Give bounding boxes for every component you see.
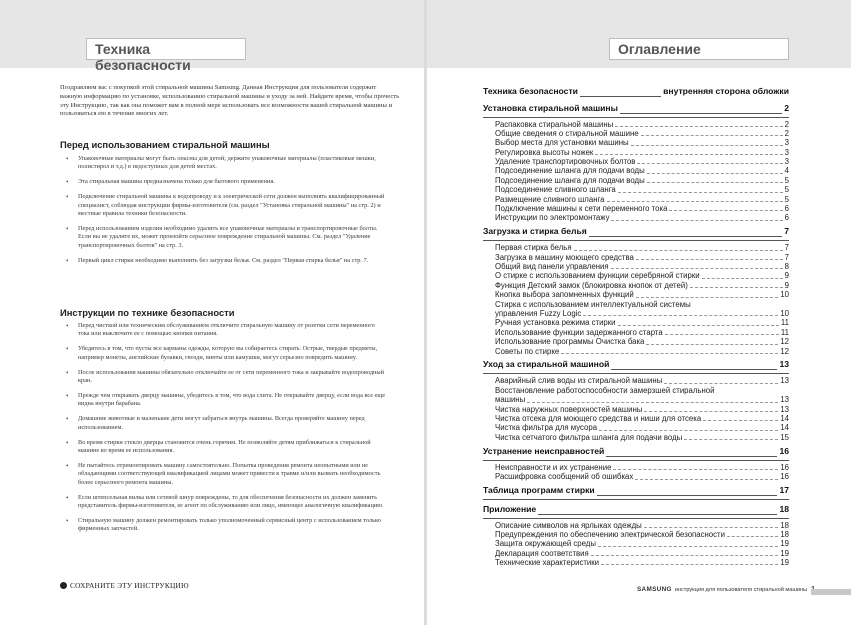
toc-items-troubleshooting [483, 463, 789, 482]
toc-leader [574, 250, 783, 251]
toc-item-title: Чистка фильтра для мусора [495, 423, 598, 433]
toc-page: 2 [784, 102, 789, 113]
toc-item[interactable] [483, 405, 789, 414]
table-of-contents [483, 86, 789, 567]
toc-section-title: Уход за стиральной машиной [483, 359, 610, 370]
toc-item-title: Инструкции по электромонтажу [495, 213, 610, 223]
toc-page: 16 [780, 462, 789, 472]
toc-item[interactable] [483, 376, 789, 385]
toc-items-care-b [483, 405, 789, 443]
list-item: • Прежде чем открывать дверцу машины, убедитесь в том, что вода слита. Не открывайте дверцу, если вода все еще видна внутри барабана. [66, 392, 386, 409]
toc-divider [483, 460, 789, 461]
toc-leader [635, 479, 778, 480]
toc-page: 4 [784, 166, 789, 176]
toc-item[interactable] [483, 204, 789, 213]
footer-text: инструкция для пользователя стиральной машины [674, 587, 808, 593]
toc-item[interactable] [483, 347, 789, 356]
toc-item-title: Загрузка в машину моющего средства [495, 252, 634, 262]
save-instructions-text: СОХРАНИТЕ ЭТУ ИНСТРУКЦИЮ [70, 581, 189, 590]
toc-item[interactable] [483, 290, 789, 299]
toc-item[interactable] [483, 166, 789, 175]
toc-leader [606, 456, 777, 457]
toc-item-title: Использование программы Очистка бака [495, 337, 645, 347]
toc-page: 5 [784, 175, 789, 185]
toc-page: 3 [784, 157, 789, 167]
toc-leader [611, 268, 783, 269]
toc-leader [690, 287, 783, 288]
toc-page: 6 [784, 204, 789, 214]
toc-item[interactable] [483, 463, 789, 472]
toc-page: 3 [784, 147, 789, 157]
toc-item-title: Регулировка высоты ножек [495, 147, 594, 157]
toc-item-title: Размещение сливного шланга [495, 194, 605, 204]
toc-page: 11 [780, 318, 789, 328]
list-item: • После использования машины обязательно отключайте ее от сети переменного тока и закрывайте водопроводный кран. [66, 369, 386, 386]
toc-section[interactable] [483, 485, 789, 498]
toc-item[interactable] [483, 539, 789, 548]
toc-item[interactable] [483, 271, 789, 280]
toc-leader [597, 495, 778, 496]
toc-leader [636, 297, 779, 298]
toc-section[interactable] [483, 103, 789, 116]
toc-item-title: Защита окружающей среды [495, 539, 596, 549]
toc-page: 16 [779, 445, 789, 456]
list-item: • Стиральную машину должен ремонтировать только уполномоченный сервисный центр с использованием только фирменных запчастей. [66, 517, 386, 534]
toc-divider [483, 373, 789, 374]
toc-page: 12 [780, 346, 789, 356]
toc-leader [702, 278, 783, 279]
toc-item-title: Первая стирка белья [495, 243, 572, 253]
toc-item-title: Использование функции задержанного старта [495, 327, 663, 337]
toc-item-title: Подсоединение шланга для подачи воды [495, 175, 645, 185]
toc-leader [618, 325, 779, 326]
toc-section-title: Техника безопасности [483, 86, 578, 96]
toc-section-title: Загрузка и стирка белья [483, 226, 587, 237]
toc-leader [580, 96, 661, 97]
toc-item[interactable] [483, 129, 789, 138]
toc-leader [618, 192, 783, 193]
safety-list [66, 322, 386, 540]
list-item: • Домашние животные и маленькие дети могут забраться внутрь машины. Всегда проверяйте машину перед использованием. [66, 415, 386, 432]
toc-item-title: Советы по стирке [495, 346, 560, 356]
toc-item-title: Удаление транспортировочных болтов [495, 157, 636, 167]
toc-item-title: Чистка сетчатого фильтра шланга для подачи воды [495, 432, 683, 442]
toc-page: 13 [779, 359, 789, 370]
toc-items-care [483, 376, 789, 385]
list-item: • Не пытайтесь отремонтировать машину самостоятельно. Попытка проведения ремонта неопытными или не обладающими соответствующей квалификацией лицами может привести к травме и/или вызвать необходимость более серьезного ремонта машины. [66, 462, 386, 487]
toc-page: 13 [780, 395, 789, 405]
section-title-before-use: Перед использованием стиральной машины [60, 139, 270, 150]
intro-paragraph: Поздравляем вас с покупкой этой стиральной машины Samsung. Данная Инструкция для пользователя содержит важную информацию по установке, использованию стиральной машины и уходу за ней. Найдите время, чтобы прочесть эту Инструкцию, так как она поможет вам в полной мере использовать все возможности вашей стиральной машины и пользоваться ею в течение многих лет. [60, 84, 400, 118]
list-item: • Подключение стиральной машины к водопроводу и к электрической сети должен выполнять квалифицированный специалист, соблюдая инструкции фирмы-изготовителя (см. раздел "Установка стиральной машины" на стр. 2) и местные правила техники безопасности. [66, 193, 386, 218]
toc-item-title: Неисправности и их устранение [495, 462, 612, 472]
toc-item[interactable] [483, 530, 789, 539]
toc-page: 14 [780, 414, 789, 424]
toc-item-title: Функция Детский замок (блокировка кнопок от детей) [495, 280, 688, 290]
toc-leader [598, 546, 778, 547]
toc-page: 7 [784, 243, 789, 253]
toc-leader [703, 420, 778, 421]
right-page-title: Оглавление [609, 38, 789, 60]
toc-leader [561, 353, 778, 354]
toc-item-title: Общие сведения о стиральной машине [495, 128, 639, 138]
toc-leader [589, 236, 782, 237]
toc-leader [631, 145, 783, 146]
toc-item[interactable] [483, 185, 789, 194]
list-item: • Перед использованием изделия необходимо удалить все упаковочные материалы и транспортировочные болты. Если вы не удалите их, может произойти серьезное повреждение стиральной машины. См. раздел "Удаление транспортировочных болтов" на стр. 3. [66, 225, 386, 250]
toc-page: 13 [780, 404, 789, 414]
toc-item[interactable] [483, 176, 789, 185]
toc-item[interactable] [483, 138, 789, 147]
toc-item-title: Распаковка стиральной машины [495, 119, 614, 129]
toc-item-title: управления Fuzzy Logic [495, 309, 582, 319]
toc-section[interactable] [483, 86, 789, 99]
list-item: • Если штепсельная вилка или сетевой шнур повреждены, то для обеспечения безопасности их должен заменить представитель фирмы-изготовителя, ее агент по обслуживанию или лицо, имеющее аналогичную квалификацию. [66, 494, 386, 511]
toc-leader [538, 514, 777, 515]
toc-item-title: Подсоединение сливного шланга [495, 185, 616, 195]
toc-item[interactable] [483, 328, 789, 337]
toc-page: 18 [780, 520, 789, 530]
toc-section[interactable] [483, 504, 789, 517]
toc-page: 5 [784, 194, 789, 204]
toc-page: 8 [784, 262, 789, 272]
list-item: • Убедитесь в том, что пусты все карманы одежды, которую вы собираетесь стирать. Острые, твердые предметы, например монеты, английские булавки, гвозди, винты или камушки, могут серьезно повредить машину. [66, 345, 386, 362]
toc-section[interactable] [483, 359, 789, 372]
toc-leader [601, 564, 778, 565]
list-item: • Упаковочные материалы могут быть опасны для детей; держите упаковочные материалы (пластиковые мешки, полистирол и т.д.) в недоступных для детей местах. [66, 155, 386, 172]
toc-item-title: Аварийный слив воды из стиральной машины [495, 376, 663, 386]
toc-item[interactable] [483, 195, 789, 204]
save-instructions-note [60, 581, 189, 590]
toc-page: 14 [780, 423, 789, 433]
toc-leader [591, 555, 779, 556]
toc-item-title: Выбор места для установки машины [495, 138, 629, 148]
toc-item-title: Декларация соответствия [495, 548, 589, 558]
toc-leader [527, 402, 778, 403]
toc-item[interactable] [483, 521, 789, 530]
toc-item[interactable] [483, 281, 789, 290]
toc-item-wrapped-line: Стирка с использованием интеллектуальной системы [495, 299, 691, 309]
page-footer [637, 586, 815, 593]
toc-leader [595, 154, 782, 155]
toc-item[interactable] [483, 423, 789, 432]
toc-page: 7 [784, 252, 789, 262]
toc-page: 18 [780, 529, 789, 539]
toc-page: 13 [780, 376, 789, 386]
toc-item[interactable] [483, 549, 789, 558]
toc-page: 3 [784, 138, 789, 148]
toc-leader [641, 135, 783, 136]
toc-leader [611, 369, 777, 370]
toc-page: 6 [784, 213, 789, 223]
toc-leader [669, 210, 782, 211]
left-page [0, 0, 424, 625]
toc-page: 19 [780, 539, 789, 549]
toc-item-title: Чистка отсека для моющего средства и ниши для отсека [495, 414, 702, 424]
toc-section-title: Устранение неисправностей [483, 445, 605, 456]
toc-leader [599, 430, 778, 431]
toc-divider [483, 518, 789, 519]
list-item: • Первый цикл стирки необходимо выполнить без загрузки белья. См. раздел "Первая стирка белья" на стр. 7. [66, 257, 386, 265]
section-title-safety: Инструкции по технике безопасности [60, 307, 235, 318]
toc-page: внутренняя сторона обложки [663, 86, 789, 96]
toc-item-title: Подсоединение шланга для подачи воды [495, 166, 645, 176]
toc-page: 11 [780, 327, 789, 337]
toc-leader [646, 344, 778, 345]
toc-item[interactable] [483, 213, 789, 222]
toc-item[interactable] [483, 262, 789, 271]
toc-page: 19 [780, 558, 789, 568]
toc-page: 5 [784, 185, 789, 195]
toc-leader [684, 439, 778, 440]
toc-page: 9 [784, 271, 789, 281]
toc-page: 2 [784, 128, 789, 138]
toc-item[interactable] [483, 433, 789, 442]
toc-item-title: Описание символов на ярлыках одежды [495, 520, 642, 530]
toc-leader [647, 173, 783, 174]
toc-section[interactable] [483, 446, 789, 459]
toc-page: 10 [780, 290, 789, 300]
toc-leader [611, 220, 782, 221]
toc-item[interactable] [483, 558, 789, 567]
toc-leader [647, 182, 783, 183]
toc-item-title: Расшифровка сообщений об ошибках [495, 472, 634, 482]
toc-page: 16 [780, 472, 789, 482]
toc-item[interactable] [483, 472, 789, 481]
toc-leader [620, 113, 782, 114]
toc-leader [583, 315, 778, 316]
before-use-list [66, 155, 386, 272]
list-item: • Эта стиральная машина предназначена только для бытового применения. [66, 178, 386, 186]
left-page-title: Техника безопасности [86, 38, 246, 60]
toc-divider [483, 499, 789, 500]
toc-items-appendix [483, 521, 789, 568]
toc-page: 18 [779, 503, 789, 514]
toc-page: 9 [784, 280, 789, 290]
toc-item[interactable] [483, 243, 789, 252]
list-item: • Во время стирки стекло дверцы становится очень горячим. Не позволяйте детям приближаться к стиральной машине во время ее использования. [66, 439, 386, 456]
toc-item-title: Чистка наружных поверхностей машины [495, 404, 643, 414]
bullet-dot-icon [60, 582, 67, 589]
toc-page: 19 [780, 548, 789, 558]
toc-divider [483, 117, 789, 118]
toc-section-title: Таблица программ стирки [483, 485, 595, 495]
toc-leader [665, 334, 779, 335]
toc-leader [636, 259, 783, 260]
footer-strip [811, 589, 851, 595]
toc-page: 10 [780, 309, 789, 319]
toc-leader [644, 411, 778, 412]
toc-section-title: Установка стиральной машины [483, 102, 618, 113]
toc-page: 15 [780, 432, 789, 442]
toc-item-title: Ручная установка режима стирки [495, 318, 616, 328]
toc-page: 2 [784, 119, 789, 129]
toc-item[interactable] [483, 148, 789, 157]
right-page [427, 0, 851, 625]
toc-item[interactable] [483, 337, 789, 346]
toc-item[interactable] [483, 318, 789, 327]
toc-leader [613, 469, 778, 470]
toc-page: 12 [780, 337, 789, 347]
toc-section-title: Приложение [483, 503, 537, 514]
toc-item-wrapped-line: Восстановление работоспособности замерзшей стиральной [495, 385, 715, 395]
toc-item-title: Общий вид панели управления [495, 262, 609, 272]
toc-item-title: О стирке с использованием функции серебряной стирки [495, 271, 700, 281]
toc-leader [637, 163, 782, 164]
toc-item-title: Подключение машины к сети переменного тока [495, 204, 668, 214]
toc-items-installation [483, 120, 789, 223]
toc-items-washing-b [483, 318, 789, 356]
toc-item-title: Кнопка выбора запомненных функций [495, 290, 634, 300]
toc-item-title: Технические характеристики [495, 558, 600, 568]
toc-item[interactable] [483, 414, 789, 423]
toc-item[interactable] [483, 395, 789, 404]
toc-item[interactable] [483, 120, 789, 129]
toc-item-title: Предупреждения по обеспечению электрической безопасности [495, 529, 725, 539]
toc-leader [664, 383, 778, 384]
toc-divider [483, 240, 789, 241]
toc-item-title: машины [495, 395, 526, 405]
toc-leader [727, 536, 778, 537]
toc-item[interactable] [483, 309, 789, 318]
toc-page: 7 [784, 226, 789, 237]
toc-item[interactable] [483, 157, 789, 166]
toc-items-washing [483, 243, 789, 299]
toc-leader [644, 527, 779, 528]
brand-logo: SAMSUNG [637, 586, 672, 593]
toc-leader [615, 126, 782, 127]
list-item: • Перед чисткой или техническим обслуживанием отключите стиральную машину от розетки сети переменного тока или выключите ее с помощью кнопки питания. [66, 322, 386, 339]
toc-section[interactable] [483, 226, 789, 239]
toc-page: 17 [779, 485, 789, 495]
toc-item[interactable] [483, 253, 789, 262]
toc-leader [607, 201, 783, 202]
